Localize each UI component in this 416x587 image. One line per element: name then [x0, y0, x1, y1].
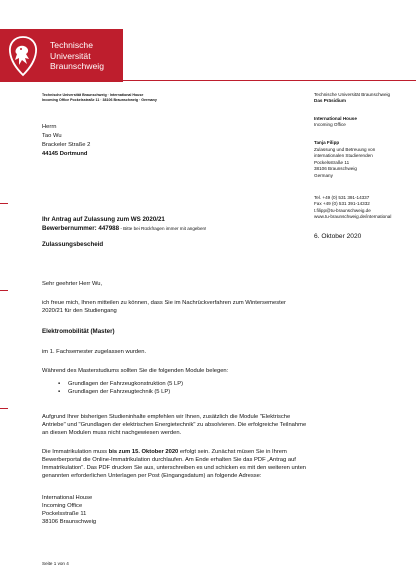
sidebar-org-1: Technische Universität Braunschweig — [314, 92, 391, 97]
paragraph-5-line-3: Immatrikulation". Das PDF drucken Sie aus, unterschreiben es und schicken es mit den weiteren unten — [42, 465, 307, 471]
sidebar-address-1: Pockelsstraße 11 — [314, 160, 350, 165]
sidebar-dept-1: International House — [314, 116, 357, 121]
paragraph-2: im 1. Fachsemester zugelassen wurden. — [42, 349, 147, 355]
address-line-2: Incoming Office — [42, 503, 83, 509]
paragraph-5-line-4: genannten erforderlichen Unterlagen per Post (Eingangsdatum) an folgende Adresse: — [42, 473, 262, 479]
module-list — [58, 381, 183, 396]
paragraph-5-line-1 — [42, 449, 287, 456]
address-line-4: 38106 Braunschweig — [42, 519, 97, 525]
greeting: Sehr geehrter Herr Wu, — [42, 281, 103, 287]
lion-emblem-icon — [5, 34, 41, 78]
letter-date: 6. Oktober 2020 — [314, 233, 362, 240]
address-line-1: International House — [42, 495, 93, 501]
sidebar-fax: Fax +49 (0) 531 391-14332 — [314, 201, 370, 206]
sidebar-contact-role-2: internationalen Studierenden — [314, 153, 373, 158]
recipient-street: Brackeler Straße 2 — [42, 142, 91, 148]
paragraph-4-line-1: Aufgrund Ihrer bisherigen Studieninhalte empfehlen wir Ihnen, zusätzlich die Module "Elektrische — [42, 414, 291, 420]
list-item: ▪ Grundlagen der Fahrzeugtechnik (5 LP) — [58, 389, 183, 397]
address-line-3: Pockelsstraße 11 — [42, 511, 87, 517]
sidebar-org-2: Das Präsidium — [314, 98, 346, 103]
sidebar-tel: Tel. +49 (0) 531 391-14337 — [314, 195, 370, 200]
fold-mark-bottom — [0, 408, 8, 409]
fold-mark-top — [0, 203, 8, 204]
logo-text-line3: Braunschweig — [50, 61, 104, 71]
subject-line: Ihr Antrag auf Zulassung zum WS 2020/21 — [42, 216, 165, 223]
paragraph-1-line-2: 2020/21 für den Studiengang — [42, 308, 117, 314]
program-name: Elektromobilität (Master) — [42, 328, 115, 335]
sidebar-email: t.filipp@tu-braunschweig.de — [314, 208, 371, 213]
recipient-city: 44145 Dortmund — [42, 151, 88, 157]
logo-text-line2: Universität — [50, 50, 91, 61]
paragraph-1-line-1: ich freue mich, Ihnen mitteilen zu können, dass Sie im Nachrückverfahren zum Wintersemester — [42, 300, 286, 306]
applicant-note: - Bitte bei Rückfragen immer mit angeben! — [119, 226, 207, 231]
tu-braunschweig-logo — [0, 29, 123, 82]
paragraph-3: Während des Masterstudiums sollten Sie die folgenden Module belegen: — [42, 368, 229, 374]
document-title: Zulassungsbescheid — [42, 241, 104, 248]
sidebar-contact-role-1: Zulassung und Betreuung von — [314, 147, 376, 152]
sidebar-contact-name: Tanja Filipp — [314, 140, 340, 145]
header-rule — [123, 80, 416, 81]
recipient-name: Tao Wu — [42, 133, 62, 139]
paragraph-5-line-2: Bewerberportal die Online-Immatrikulation durchlaufen. Am Ende erhalten Sie das PDF „Antrag auf — [42, 457, 296, 463]
deadline: bis zum 15. Oktober 2020 — [108, 449, 179, 455]
sidebar-dept-2: Incoming Office — [314, 122, 346, 127]
punch-mark — [0, 290, 8, 291]
paragraph-5-text-a: Die Immatrikulation muss — [42, 449, 109, 455]
recipient-salutation: Herrn — [42, 124, 57, 130]
sidebar-address-2: 38106 Braunschweig — [314, 166, 357, 171]
applicant-number: Bewerbernummer: 447988 — [42, 225, 120, 232]
sender-line-1: Technische Universität Braunschweig · International House — [42, 93, 144, 97]
applicant-number-line — [42, 225, 206, 233]
sender-line-2: Incoming Office Pockelsstraße 11 · 38106 Braunschweig · Germany — [42, 98, 157, 102]
logo-text-line1: Technische — [50, 40, 93, 50]
sidebar-web: www.tu-braunschweig.de/international — [314, 214, 392, 219]
list-item: ▪ Grundlagen der Fahrzeugkonstruktion (5 LP) — [58, 381, 183, 389]
sidebar-address-3: Germany — [314, 173, 333, 178]
paragraph-5-text-c: erfolgt sein. Zunächst müsen Sie in Ihrem — [178, 449, 287, 455]
paragraph-4-line-2: Antriebe" und "Grundlagen der elektrischen Energietechnik" zu absolvieren. Die erfolgreiche Teilnahme — [42, 422, 307, 428]
paragraph-4-line-3: an diesen Modulen muss nicht nachgewiesen werden. — [42, 430, 182, 436]
page-number: Seite 1 von 4 — [42, 561, 69, 566]
